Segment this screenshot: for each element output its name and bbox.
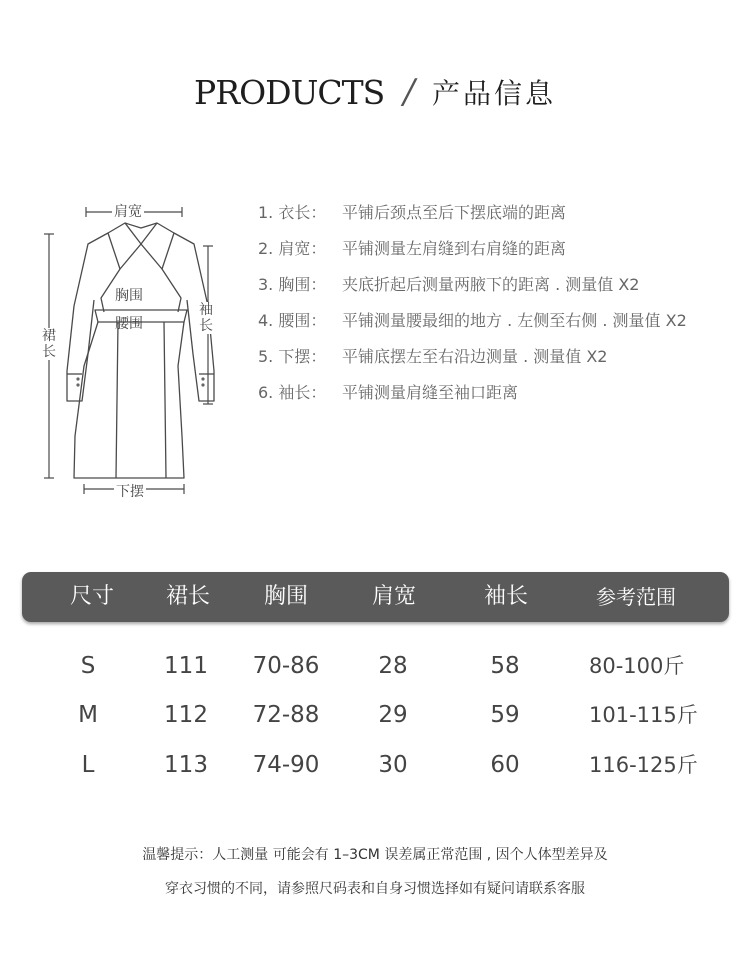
diagram-chest-label: 胸围 <box>115 288 143 304</box>
size-table-header <box>22 572 729 622</box>
dress-sketch-icon <box>38 196 228 506</box>
footer-notice-line-2: 穿衣习惯的不同，请参照尺码表和自身习惯选择如有疑问请联系客服 <box>165 881 585 897</box>
note-item <box>258 308 687 344</box>
header-size: 尺寸 <box>69 584 115 609</box>
cell-chest: 74-90 <box>252 752 320 778</box>
cell-reference: 116-125斤 <box>589 753 698 777</box>
title-slash: / <box>403 72 415 112</box>
note-text: 平铺测量左肩缝到右肩缝的距离 <box>342 239 567 258</box>
diagram-length-label: 裙长 <box>42 328 56 360</box>
cell-length: 113 <box>164 752 208 778</box>
footer-notice-line-1: 温馨提示：人工测量 可能会有 1–3CM 误差属正常范围 , 因个人体型差异及 <box>142 847 608 863</box>
cell-chest: 72-88 <box>252 702 320 728</box>
title-chinese: 产品信息 <box>431 77 556 110</box>
cell-shoulder: 28 <box>378 653 408 679</box>
diagram-hem-label: 下摆 <box>114 481 146 501</box>
header-reference: 参考范围 <box>596 585 676 609</box>
note-text: 平铺后颈点至后下摆底端的距离 <box>342 203 567 222</box>
cell-chest: 70-86 <box>252 653 320 679</box>
diagram-waist-label: 腰围 <box>115 316 143 332</box>
note-key: 2. 肩宽： <box>258 239 327 258</box>
diagram-shoulder-label: 肩宽 <box>112 201 144 221</box>
note-key: 5. 下摆： <box>258 347 327 366</box>
cell-size: S <box>80 653 96 679</box>
header-length: 裙长 <box>165 584 211 609</box>
note-item <box>258 200 687 236</box>
page-title <box>0 72 750 122</box>
note-key: 3. 胸围： <box>258 275 327 294</box>
note-item <box>258 380 687 416</box>
header-shoulder: 肩宽 <box>371 584 417 609</box>
cell-length: 112 <box>164 702 208 728</box>
table-row <box>0 745 750 785</box>
cell-length: 111 <box>164 653 208 679</box>
cell-reference: 80-100斤 <box>589 654 685 678</box>
cell-sleeve: 60 <box>490 752 520 778</box>
note-text: 平铺底摆左至右沿边测量 . 测量值 X2 <box>342 347 608 366</box>
table-row <box>0 646 750 686</box>
note-item <box>258 236 687 272</box>
note-item <box>258 272 687 308</box>
note-text: 平铺测量腰最细的地方 . 左侧至右侧 . 测量值 X2 <box>342 311 687 330</box>
cell-sleeve: 58 <box>490 653 520 679</box>
diagram-sleeve-label: 袖长 <box>199 302 213 334</box>
note-key: 1. 衣长： <box>258 203 327 222</box>
note-text: 平铺测量肩缝至袖口距离 <box>342 383 519 402</box>
cell-reference: 101-115斤 <box>589 703 698 727</box>
note-key: 4. 腰围： <box>258 311 327 330</box>
cell-size: L <box>81 752 95 778</box>
note-item <box>258 344 687 380</box>
dress-diagram <box>38 196 228 506</box>
cell-shoulder: 30 <box>378 752 408 778</box>
note-text: 夹底折起后测量两腋下的距离 . 测量值 X2 <box>342 275 640 294</box>
title-english: PRODUCTS <box>194 72 385 112</box>
cell-size: M <box>78 702 98 728</box>
cell-sleeve: 59 <box>490 702 520 728</box>
note-key: 6. 袖长： <box>258 383 327 402</box>
table-row <box>0 695 750 735</box>
cell-shoulder: 29 <box>378 702 408 728</box>
header-sleeve: 袖长 <box>483 584 529 609</box>
header-chest: 胸围 <box>263 584 309 609</box>
measurement-notes <box>258 200 687 416</box>
